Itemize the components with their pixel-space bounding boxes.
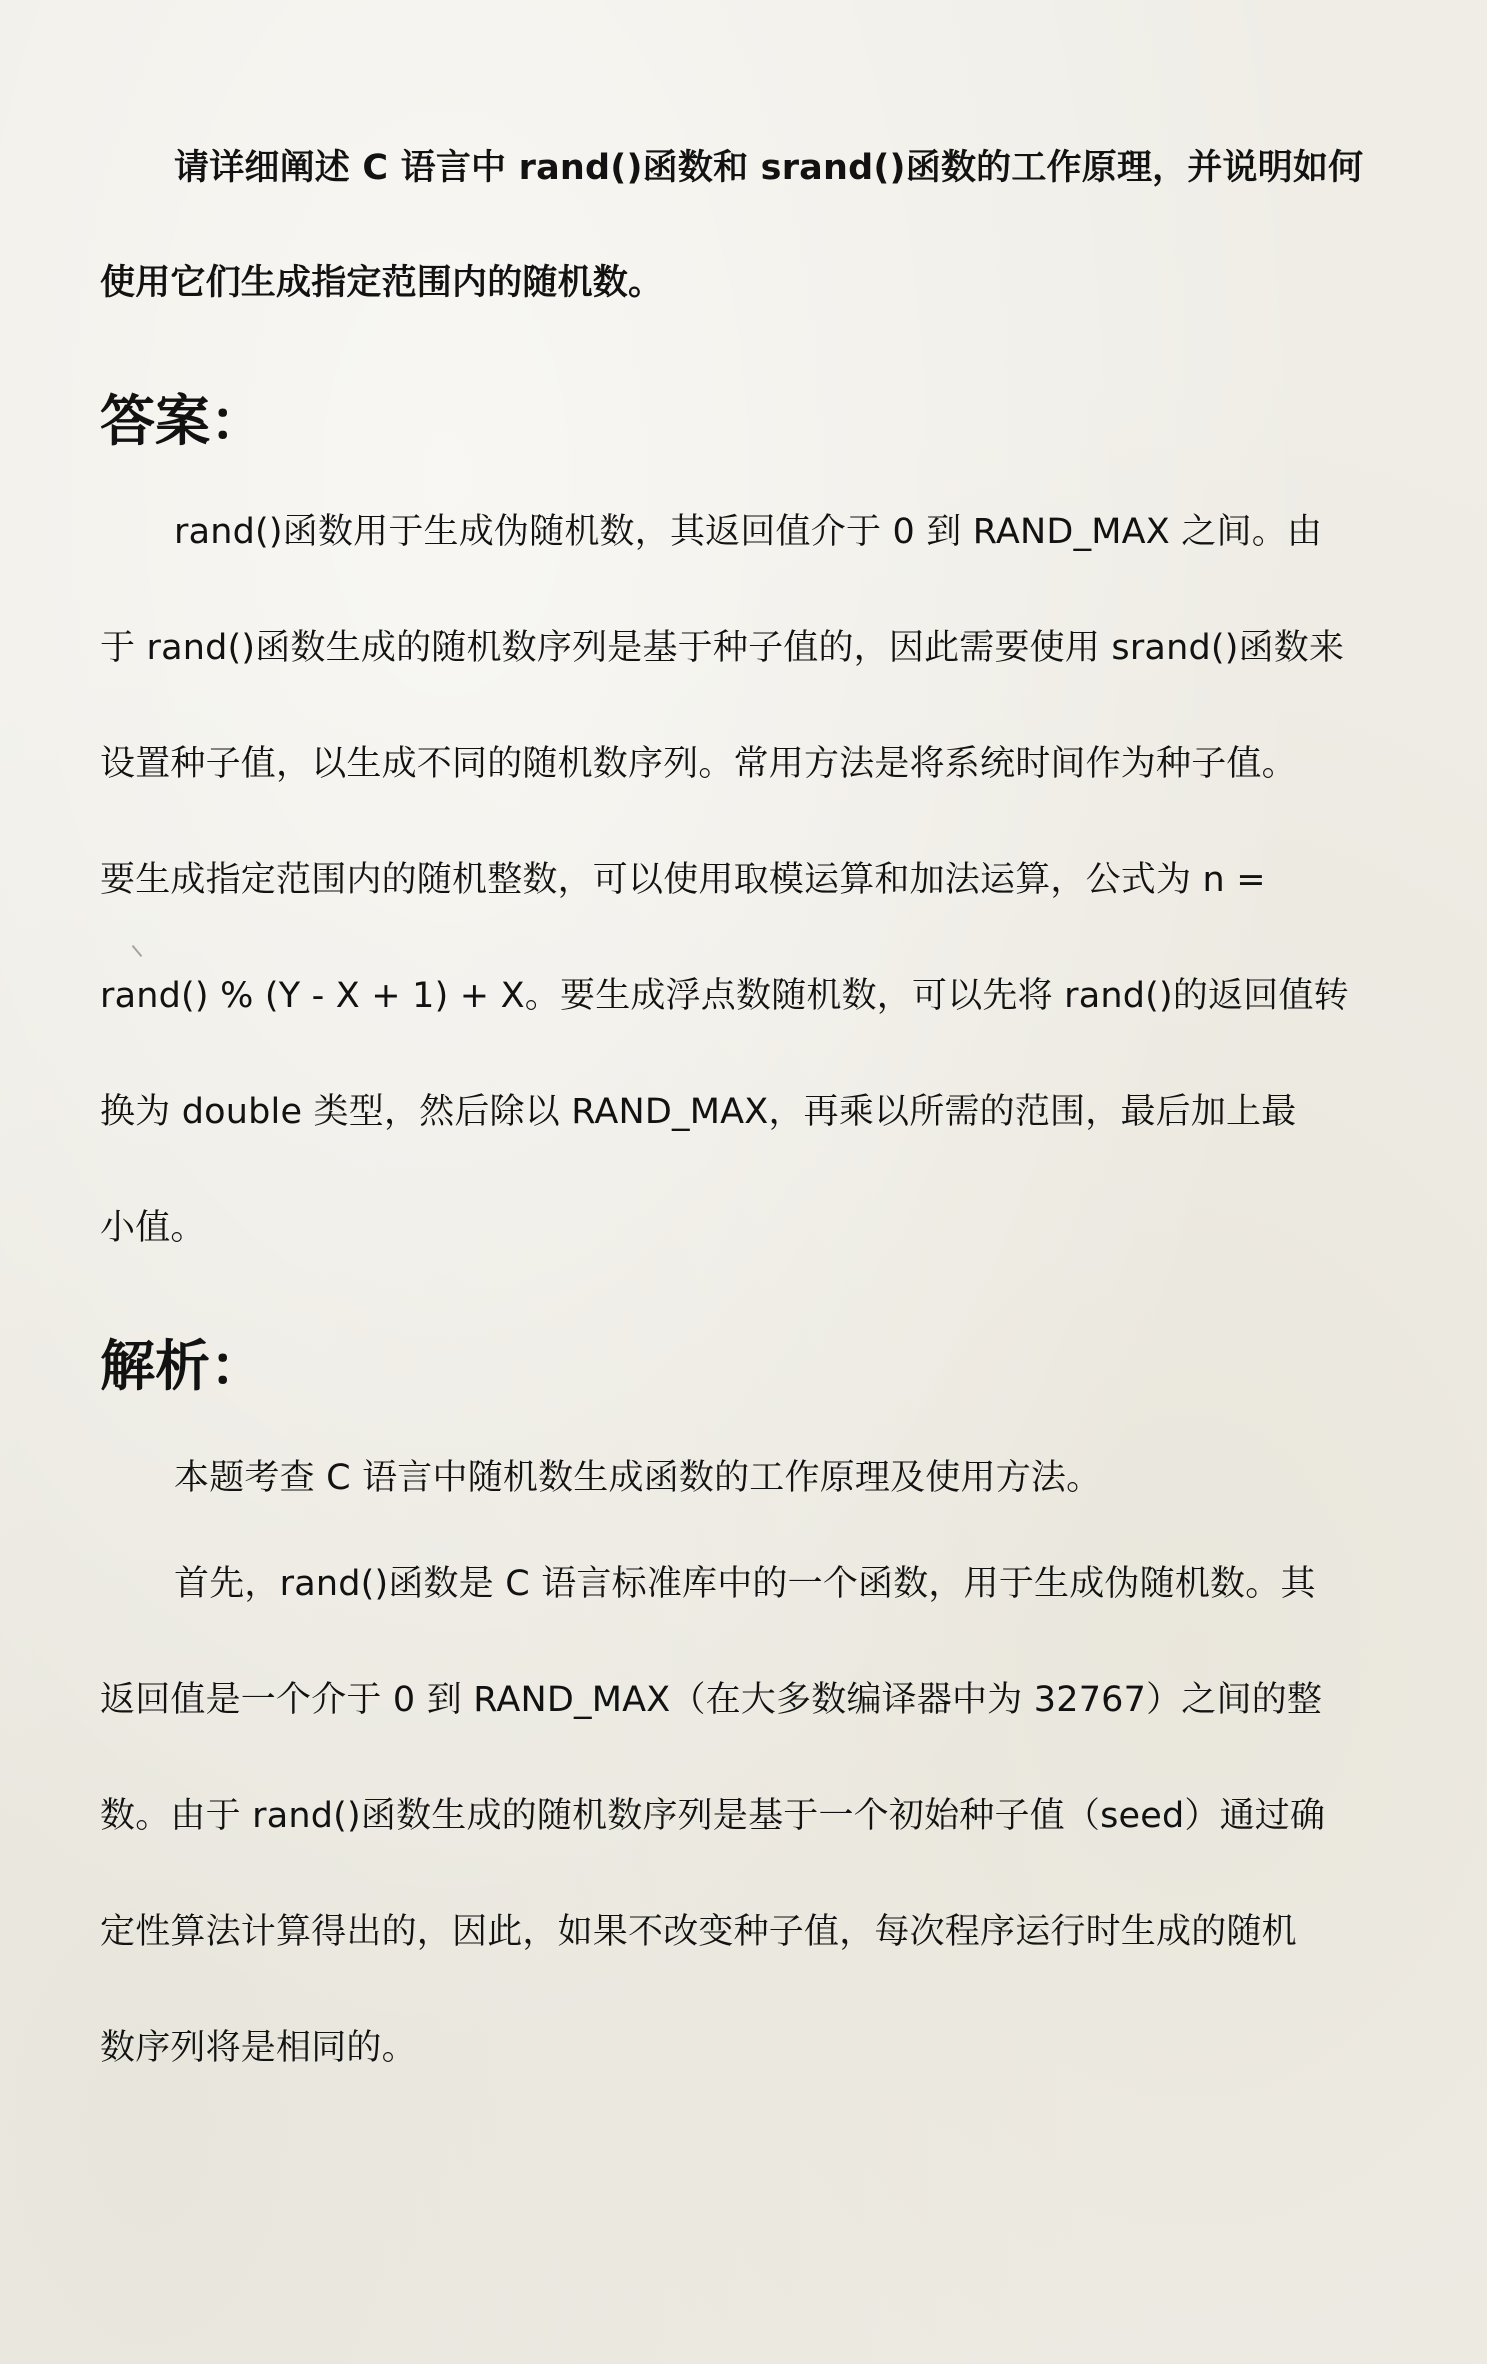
answer-line-3: 设置种子值，以生成不同的随机数序列。常用方法是将系统时间作为种子值。 [100, 744, 1297, 784]
answer-line-2: 于 rand()函数生成的随机数序列是基于种子值的，因此需要使用 srand()函数来 [100, 628, 1345, 668]
analysis-line-5: 数序列将是相同的。 [100, 2028, 417, 2068]
answer-heading: 答案： [100, 389, 266, 453]
question-line-1: 请详细阐述 C 语言中 rand()函数和 srand()函数的工作原理，并说明如何 [174, 148, 1364, 188]
answer-line-5: rand() % (Y - X + 1) + X。要生成浮点数随机数，可以先将 rand()的返回值转 [100, 976, 1349, 1016]
analysis-line-4: 定性算法计算得出的，因此，如果不改变种子值，每次程序运行时生成的随机 [100, 1912, 1297, 1952]
analysis-line-2: 返回值是一个介于 0 到 RAND_MAX（在大多数编译器中为 32767）之间的整 [100, 1680, 1323, 1720]
answer-line-7: 小值。 [100, 1208, 206, 1248]
analysis-line-3: 数。由于 rand()函数生成的随机数序列是基于一个初始种子值（seed）通过确 [100, 1796, 1326, 1836]
answer-line-6: 换为 double 类型，然后除以 RAND_MAX，再乘以所需的范围，最后加上最 [100, 1092, 1297, 1132]
question-line-2: 使用它们生成指定范围内的随机数。 [100, 263, 664, 303]
analysis-intro: 本题考查 C 语言中随机数生成函数的工作原理及使用方法。 [174, 1458, 1102, 1498]
answer-line-4: 要生成指定范围内的随机整数，可以使用取模运算和加法运算，公式为 n = [100, 860, 1266, 900]
answer-line-1: rand()函数用于生成伪随机数，其返回值介于 0 到 RAND_MAX 之间。由 [174, 512, 1323, 552]
analysis-line-1: 首先，rand()函数是 C 语言标准库中的一个函数，用于生成伪随机数。其 [174, 1564, 1316, 1604]
analysis-heading: 解析： [100, 1334, 266, 1398]
